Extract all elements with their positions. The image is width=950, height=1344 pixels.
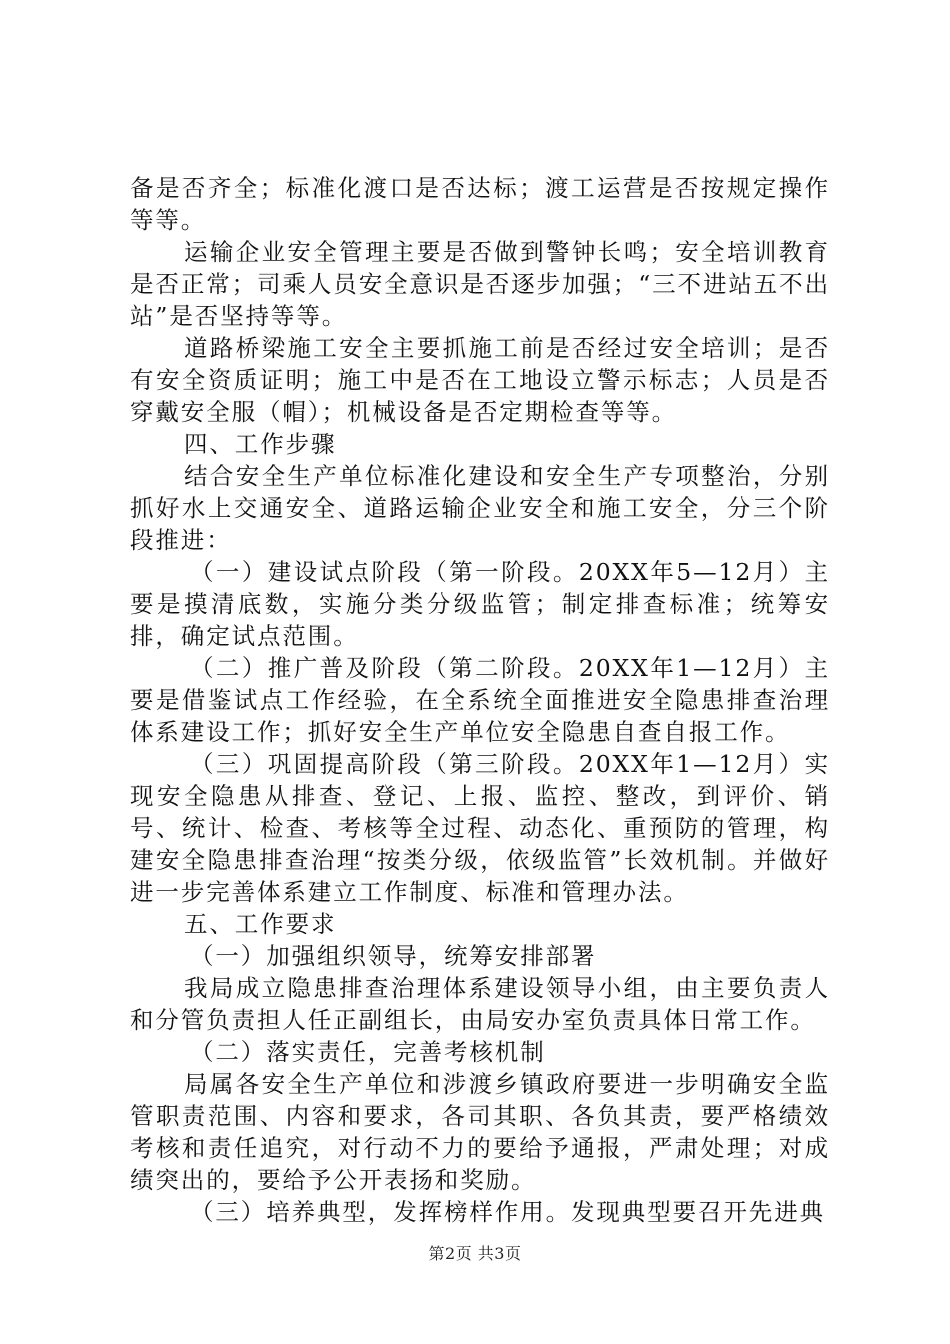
section-heading-work-steps: 四、工作步骤 <box>184 430 337 458</box>
page-number-footer: 第2页 共3页 <box>428 1244 522 1263</box>
paragraph-responsibility-details: 局属各安全生产单位和涉渡乡镇政府要进一步明确安全监管职责范围、内容和要求，各司其职、各负其责，要严格绩效考核和责任追究，对行动不力的要给予通报，严肃处理；对成绩突出的，要给予公开表扬和奖励。 <box>130 1070 830 1194</box>
paragraph-road-bridge-safety: 道路桥梁施工安全主要抓施工前是否经过安全培训；是否有安全资质证明；施工中是否在工地设立警示标志；人员是否穿戴安全服（帽）；机械设备是否定期检查等等。 <box>130 334 830 426</box>
paragraph-transport-safety: 运输企业安全管理主要是否做到警钟长鸣；安全培训教育是否正常；司乘人员安全意识是否逐步加强；“三不进站五不出站”是否坚持等等。 <box>130 238 830 330</box>
document-body <box>130 172 830 1228</box>
paragraph-stages-intro: 结合安全生产单位标准化建设和安全生产专项整治，分别抓好水上交通安全、道路运输企业安全和施工安全，分三个阶段推进： <box>130 462 830 554</box>
paragraph-stage-two: （二）推广普及阶段（第二阶段。20XX年1—12月）主要是借鉴试点工作经验，在全系统全面推进安全隐患排查治理体系建设工作；抓好安全生产单位安全隐患自查自报工作。 <box>130 654 830 746</box>
paragraph-continuation: 备是否齐全；标准化渡口是否达标；渡工运营是否按规定操作等等。 <box>130 174 830 234</box>
subheading-responsibility: （二）落实责任，完善考核机制 <box>190 1038 546 1066</box>
paragraph-stage-three: （三）巩固提高阶段（第三阶段。20XX年1—12月）实现安全隐患从排查、登记、上报、监控、整改，到评价、销号、统计、检查、考核等全过程、动态化、重预防的管理，构建安全隐患排查治理“按类分级，依级监管”长效机制。并做好进一步完善体系建立工作制度、标准和管理办法。 <box>130 750 830 906</box>
subheading-organization-leadership: （一）加强组织领导，统筹安排部署 <box>190 942 597 970</box>
paragraph-stage-one: （一）建设试点阶段（第一阶段。20XX年5—12月）主要是摸清底数，实施分类分级监管；制定排查标准；统筹安排，确定试点范围。 <box>130 558 830 650</box>
paragraph-leadership-group: 我局成立隐患排查治理体系建设领导小组，由主要负责人和分管负责担人任正副组长，由局安办室负责具体日常工作。 <box>130 974 830 1034</box>
paragraph-role-models: （三）培养典型，发挥榜样作用。发现典型要召开先进典 <box>190 1198 825 1226</box>
section-heading-work-requirements: 五、工作要求 <box>184 910 337 938</box>
